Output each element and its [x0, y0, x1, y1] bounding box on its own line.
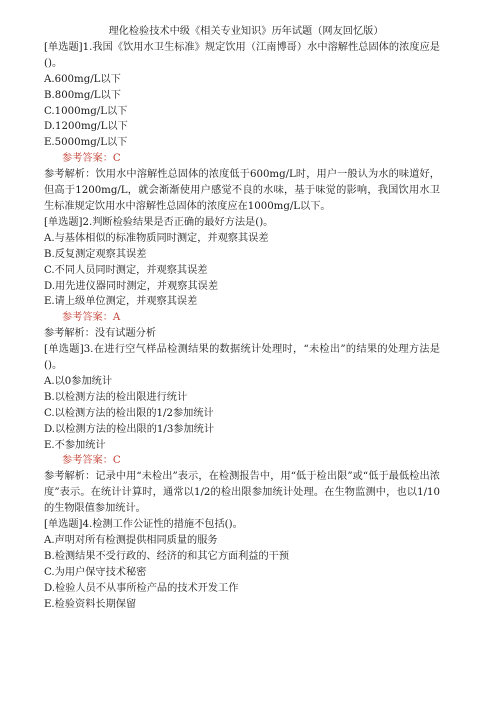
question-4-stem: [单选题]4.检测工作公证性的措施不包括()。: [44, 519, 243, 531]
question-2-option-a: A.与基体相似的标准物质同时测定，并观察其误差: [44, 232, 269, 244]
question-1-stem: [单选题]1.我国《饮用水卫生标准》规定饮用（江南博哥）水中溶解性总固体的浓度应是()。: [44, 41, 440, 69]
question-3-option-b: B.以检测方法的检出限进行统计: [44, 391, 188, 403]
question-2-stem: [单选题]2.判断检验结果是否正确的最好方法是()。: [44, 216, 274, 228]
question-3-stem: [单选题]3.在进行空气样品检测结果的数据统计处理时，“未检出”的结果的处理方法是()。: [44, 344, 440, 372]
question-4-option-d: D.检验人员不从事所检产品的技术开发工作: [44, 582, 239, 594]
question-3-answer: 参考答案：C: [62, 455, 121, 467]
question-4-option-a: A.声明对所有检测提供相同质量的服务: [44, 535, 218, 546]
question-1-analysis: 参考解析：饮用水中溶解性总固体的浓度低于600mg/L时，用户一般认为水的味道好，但高于1200mg/L，就会渐渐使用户感觉不良的水味，基于味觉的影响，我国饮用水卫生标准规定饮用水中溶解性总固体的浓度应在1000mg/L以下。: [44, 169, 440, 212]
question-2-option-b: B.反复测定观察其误差: [44, 248, 147, 260]
question-1-option-d: D.1200mg/L以下: [44, 121, 128, 133]
question-1-answer: 参考答案：C: [62, 153, 121, 165]
question-4-option-b: B.检测结果不受行政的、经济的和其它方面利益的干预: [44, 550, 290, 562]
question-4-option-c: C.为用户保守技术秘密: [44, 566, 147, 578]
question-3-option-a: A.以0参加统计: [44, 375, 113, 387]
question-3-option-d: D.以检测方法的检出限的1/3参加统计: [44, 423, 215, 435]
question-3-analysis: 参考解析：记录中用“未检出”表示，在检测报告中，用“低于检出限”或“低于最低检出浓度”表示。在统计计算时，通常以1/2的检出限参加统计处理。在生物监测中，也以1/10的生物限值参加统计。: [44, 471, 440, 515]
question-2-option-c: C.不同人员同时测定，并观察其误差: [44, 264, 208, 276]
question-1-option-c: C.1000mg/L以下: [44, 105, 128, 117]
question-2-option-e: E.请上级单位测定，并观察其误差: [44, 296, 198, 308]
question-2-analysis: 参考解析：没有试题分析: [44, 328, 157, 340]
question-2-answer: 参考答案：A: [62, 312, 121, 324]
question-4-option-e: E.检验资料长期保留: [44, 598, 137, 610]
document-title: 理化检验技术中级《相关专业知识》历年试题（网友回忆版）: [108, 26, 384, 37]
question-1-option-a: A.600mg/L以下: [44, 73, 121, 85]
question-1-option-e: E.5000mg/L以下: [44, 137, 128, 149]
question-2-option-d: D.用先进仪器同时测定，并观察其误差: [44, 280, 219, 292]
question-3-option-e: E.不参加统计: [44, 439, 106, 451]
question-1-option-b: B.800mg/L以下: [44, 89, 121, 101]
question-3-option-c: C.以检测方法的检出限的1/2参加统计: [44, 407, 214, 419]
